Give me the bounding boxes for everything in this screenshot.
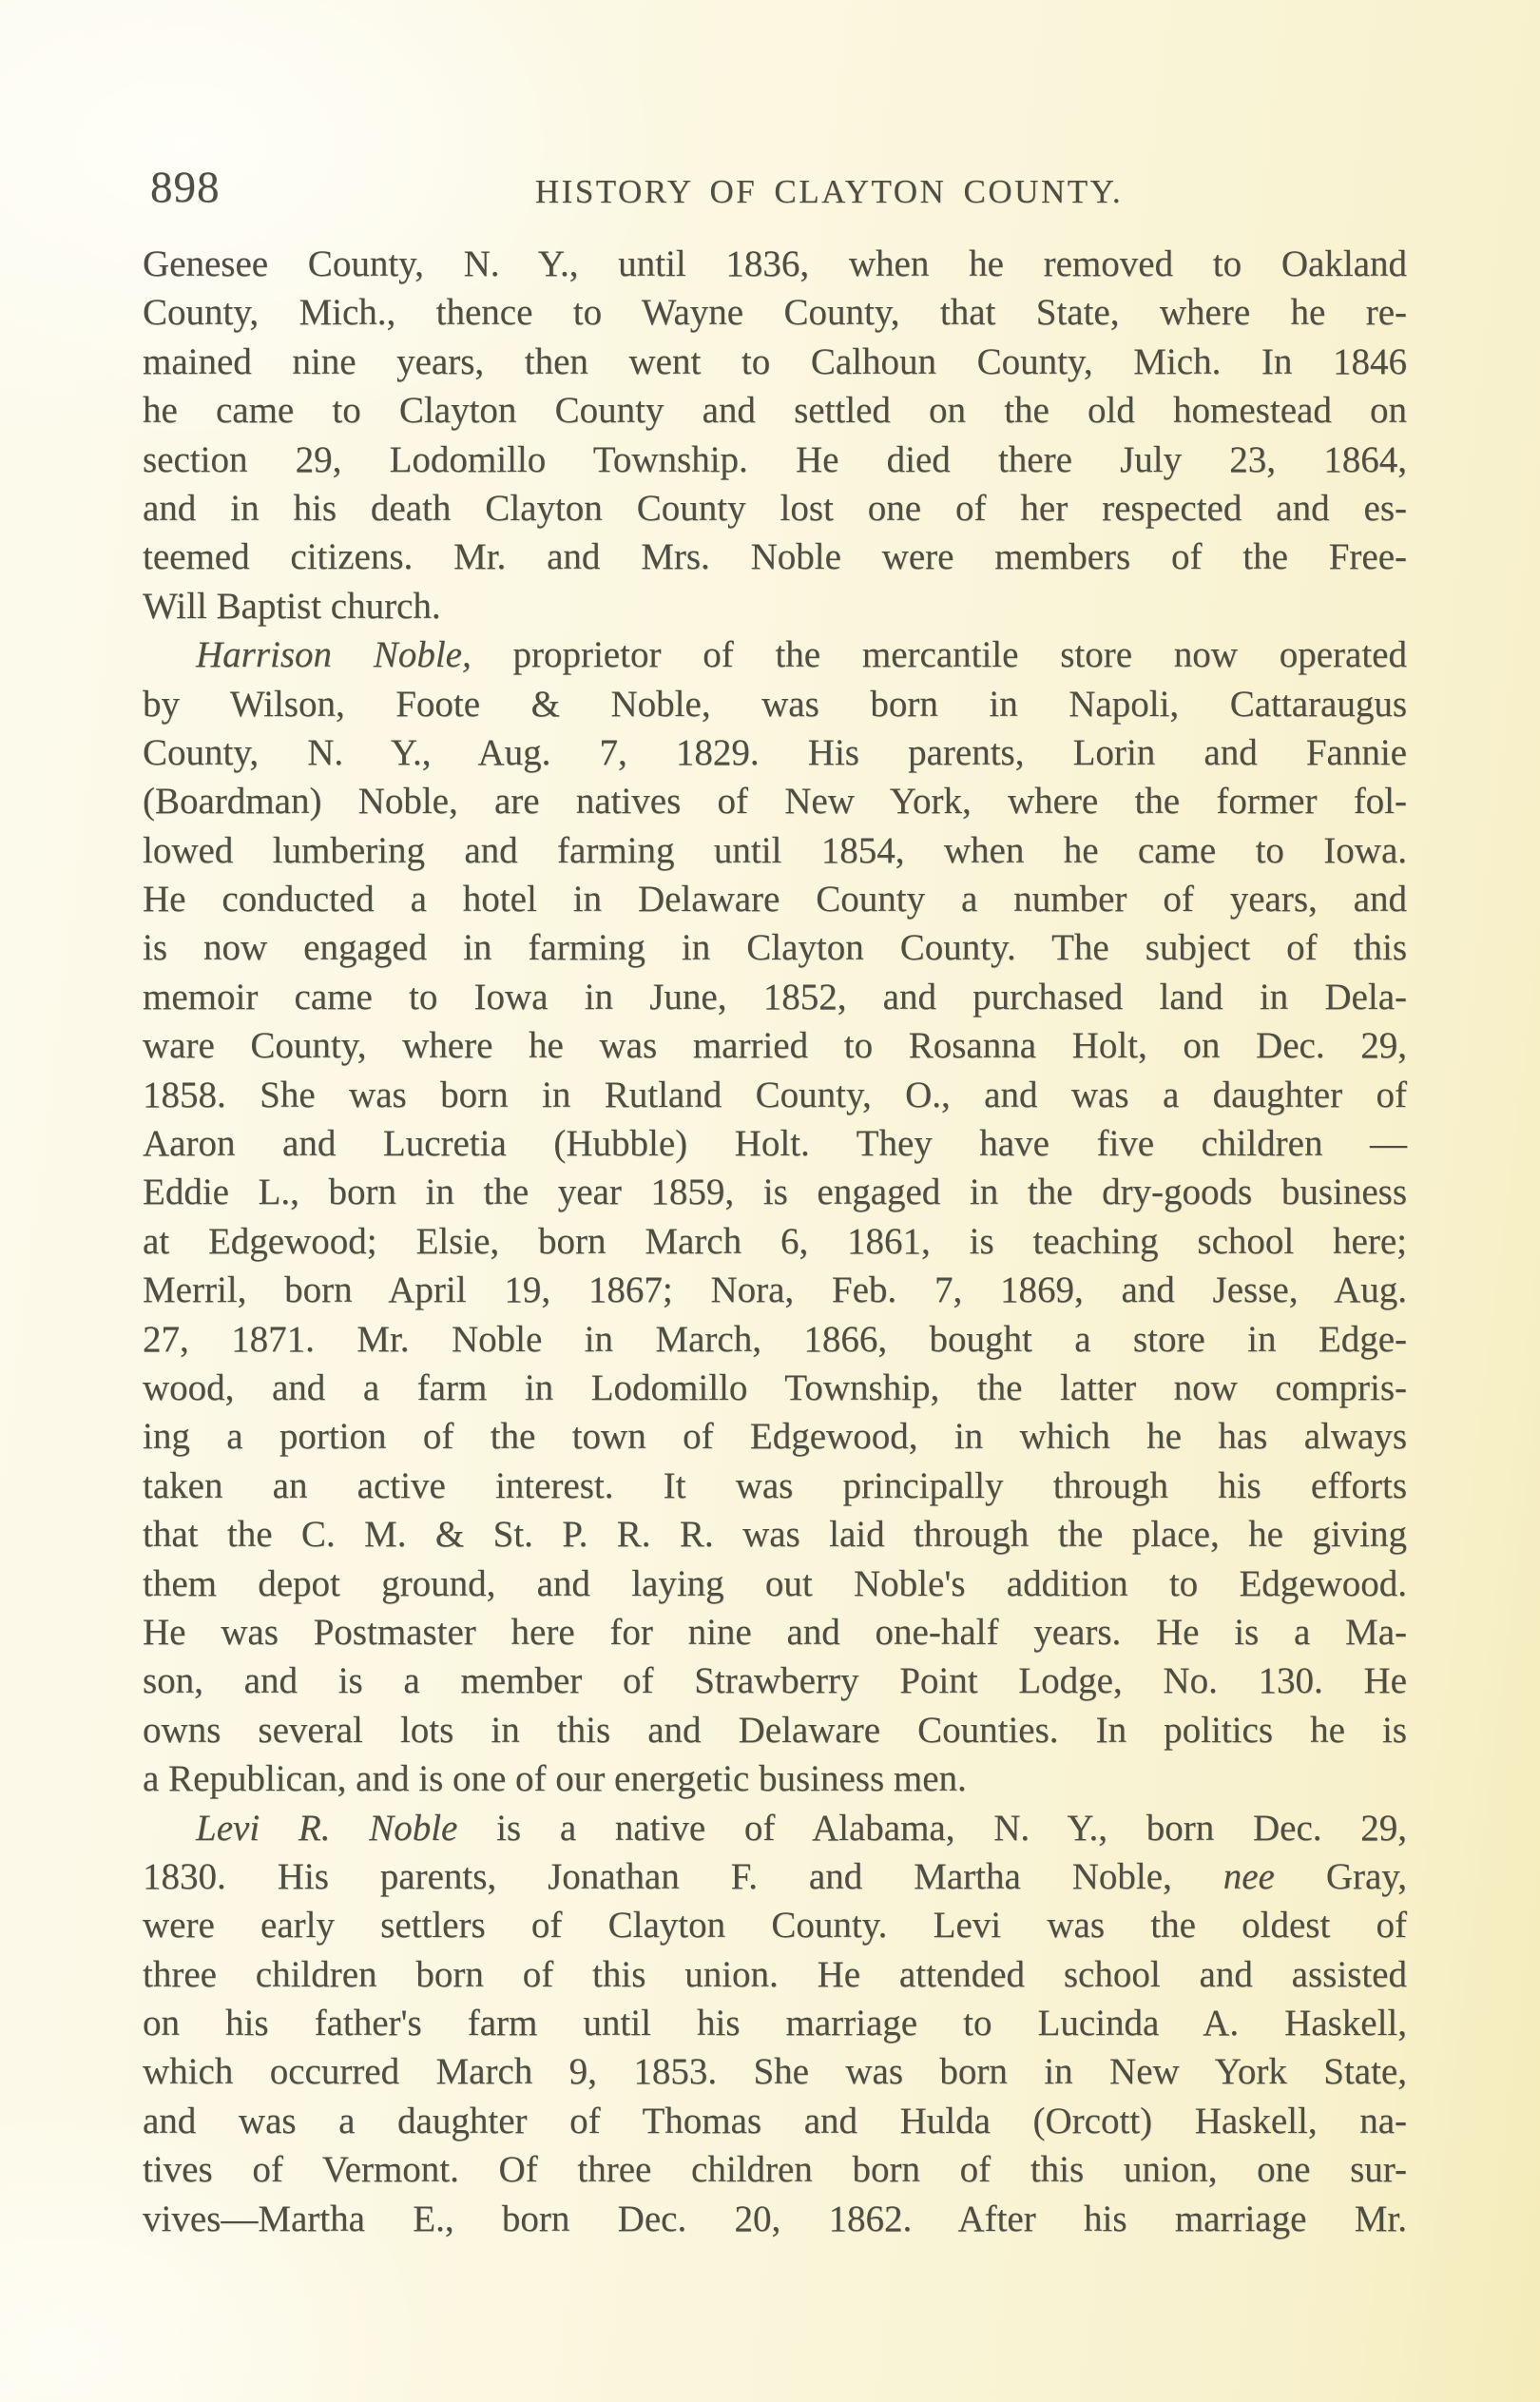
text-line: He conducted a hotel in Delaware County a number of years, and <box>143 879 1407 920</box>
text-line: at Edgewood; Elsie, born March 6, 1861, is teaching school here; <box>143 1220 1407 1262</box>
text-line: vives—Martha E., born Dec. 20, 1862. After his marriage Mr. <box>143 2198 1407 2239</box>
text-line: he came to Clayton County and settled on the old homestead on <box>143 390 1407 432</box>
text-line: Merril, born April 19, 1867; Nora, Feb. 7, 1869, and Jesse, Aug. <box>143 1269 1407 1311</box>
text-line: Genesee County, N. Y., until 1836, when he removed to Oakland <box>143 243 1407 284</box>
text-line: memoir came to Iowa in June, 1852, and purchased land in Dela- <box>143 976 1407 1017</box>
text-line: a Republican, and is one of our energetic business men. <box>143 1758 967 1800</box>
text-line: 27, 1871. Mr. Noble in March, 1866, bought a store in Edge- <box>143 1318 1407 1360</box>
text-line: He was Postmaster here for nine and one-half years. He is a Ma- <box>143 1611 1407 1653</box>
text-line: Aaron and Lucretia (Hubble) Holt. They have five children — <box>143 1123 1407 1165</box>
text-line: by Wilson, Foote & Noble, was born in Napoli, Cattaraugus <box>143 683 1407 725</box>
text-line: County, Mich., thence to Wayne County, that State, where he re- <box>143 292 1407 334</box>
text-line: son, and is a member of Strawberry Point Lodge, No. 130. He <box>143 1660 1407 1702</box>
text-line: wood, and a farm in Lodomillo Township, the latter now compris- <box>143 1366 1407 1408</box>
text-line <box>143 630 1407 679</box>
text-line: were early settlers of Clayton County. Levi was the oldest of <box>143 1905 1407 1947</box>
text-line: three children born of this union. He attended school and assisted <box>143 1953 1407 1995</box>
text-line: Eddie L., born in the year 1859, is engaged in the dry-goods business <box>143 1172 1407 1213</box>
text-line: that the C. M. & St. P. R. R. was laid through the place, he giving <box>143 1514 1407 1556</box>
paragraph <box>143 1804 1407 2244</box>
running-head: HISTORY OF CLAYTON COUNTY. <box>534 173 1124 210</box>
text-line: teemed citizens. Mr. and Mrs. Noble were members of the Free- <box>143 536 1407 578</box>
text-line: ware County, where he was married to Rosanna Holt, on Dec. 29, <box>143 1025 1407 1067</box>
text-line: County, N. Y., Aug. 7, 1829. His parents, Lorin and Fannie <box>143 731 1407 773</box>
text-line <box>143 1804 1407 1852</box>
text-line: and was a daughter of Thomas and Hulda (Orcott) Haskell, na- <box>143 2100 1407 2141</box>
text-line: which occurred March 9, 1853. She was born in New York State, <box>143 2051 1407 2093</box>
text-line <box>143 1852 1407 1901</box>
text-line: ing a portion of the town of Edgewood, in which he has always <box>143 1416 1407 1458</box>
page-body-text <box>143 240 1407 2243</box>
paragraph <box>143 630 1407 1803</box>
text-line: them depot ground, and laying out Noble's addition to Edgewood. <box>143 1562 1407 1604</box>
text-line: on his father's farm until his marriage to Lucinda A. Haskell, <box>143 2003 1407 2044</box>
text-line: Will Baptist church. <box>143 585 441 627</box>
text-line: is now engaged in farming in Clayton County. The subject of this <box>143 927 1407 969</box>
italic-text-segment: Harrison Noble, <box>196 634 472 676</box>
text-line: owns several lots in this and Delaware Counties. In politics he is <box>143 1709 1407 1751</box>
page-number: 898 <box>150 163 221 212</box>
italic-text-segment: Levi R. Noble <box>196 1807 458 1849</box>
text-line: (Boardman) Noble, are natives of New York, where the former fol- <box>143 781 1407 823</box>
text-line: 1858. She was born in Rutland County, O., and was a daughter of <box>143 1074 1407 1115</box>
text-segment: Gray, <box>1274 1855 1407 1897</box>
text-line: and in his death Clayton County lost one of her respected and es- <box>143 487 1407 529</box>
italic-text-segment: nee <box>1222 1855 1275 1897</box>
text-segment: 1830. His parents, Jonathan F. and Martha Noble, <box>143 1855 1223 1897</box>
text-line: section 29, Lodomillo Township. He died there July 23, 1864, <box>143 438 1407 480</box>
paragraph <box>143 240 1407 630</box>
text-segment: proprietor of the mercantile store now operated <box>471 634 1407 676</box>
text-line: mained nine years, then went to Calhoun County, Mich. In 1846 <box>143 340 1407 382</box>
text-line: lowed lumbering and farming until 1854, when he came to Iowa. <box>143 829 1407 871</box>
text-segment: is a native of Alabama, N. Y., born Dec. 29, <box>457 1807 1407 1849</box>
text-line: tives of Vermont. Of three children born of this union, one sur- <box>143 2149 1407 2191</box>
text-line: taken an active interest. It was principally through his efforts <box>143 1464 1407 1506</box>
